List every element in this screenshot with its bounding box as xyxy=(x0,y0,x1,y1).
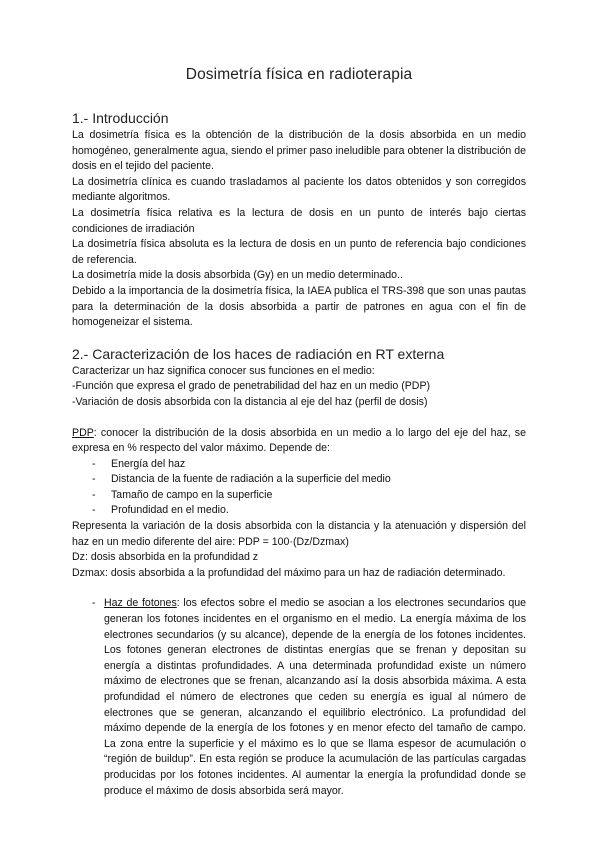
characterization-line-1: Caracterizar un haz significa conocer sus funciones en el medio: xyxy=(72,364,375,377)
intro-paragraph-3: La dosimetría física relativa es la lectura de dosis en un punto de interés bajo ciertas condiciones de irradiación xyxy=(72,206,526,235)
intro-paragraph-2: La dosimetría clínica es cuando trasladamos al paciente los datos obtenidos y son corregidos mediante algoritmos. xyxy=(72,175,526,204)
list-item: - Distancia de la fuente de radiación a la superficie del medio xyxy=(92,472,526,488)
list-item: - Profundidad en el medio. xyxy=(92,503,526,519)
intro-paragraph-5: La dosimetría mide la dosis absorbida (Gy) en un medio determinado.. xyxy=(72,269,403,282)
intro-paragraph-6: Debido a la importancia de la dosimetría física, la IAEA publica el TRS-398 que son unas pautas para la determinación de la dosis absorbida a partir de patrones en agua con el fin de homogeneizar el sistema. xyxy=(72,284,526,329)
pdp-definition xyxy=(72,426,526,457)
characterization-line-3: -Variación de dosis absorbida con la distancia al eje del haz (perfil de dosis) xyxy=(72,395,428,408)
photon-beam-text: : los efectos sobre el medio se asocian a los electrones secundarios que generan los fotones incidentes en el organismo en el medio. La energía máxima de los electrones secundarios (y su alcance), depende de la energía de los fotones incidentes. Los fotones generan electrones de distintas energías que se frenan y depositan su energía a distintas profundidades. A una determinada profundidad existe un número máximo de electrones que se frenan, alcanzando así la dosis absorbida máxima. A esta profundidad el número de electrones que ceden su energía es igual al número de electrones que se generan, alcanzando el equilibrio electrónico. La profundidad del máximo depende de la energía de los fotones y en menor efecto del tamaño de campo. La zona entre la superficie y el máximo es lo que se llama espesor de acumulación o “región de buildup”. En esta región se produce la acumulación de las partículas cargadas producidas por los fotones incidentes. Al aumentar la energía la profundidad donde se produce el máximo de dosis absorbida será mayor. xyxy=(104,597,527,797)
document-title: Dosimetría física en radioterapia xyxy=(185,66,413,83)
document-page xyxy=(72,66,526,799)
intro-paragraph-4: La dosimetría física absoluta es la lectura de dosis en un punto de referencia bajo condiciones de referencia. xyxy=(72,238,526,266)
pdp-formula-paragraph: Representa la variación de la dosis absorbida con la distancia y la atenuación y dispersión del haz en un medio diferente del aire: PDP = 100·(Dz/Dzmax) xyxy=(72,520,526,548)
list-item: - Energía del haz xyxy=(92,457,526,473)
characterization-line-2: -Función que expresa el grado de penetrabilidad del haz en un medio (PDP) xyxy=(72,380,431,393)
list-item: - Tamaño de campo en la superficie xyxy=(92,488,526,504)
section-1-heading: 1.- Introducción xyxy=(72,110,169,126)
beam-type-list xyxy=(72,596,526,799)
photon-beam-item xyxy=(92,596,526,799)
intro-paragraph-1: La dosimetría física es la obtención de la distribución de la dosis absorbida en un medio homogéneo, generalmente agua, siendo el primer paso ineludible para obtener la distribución de dosis en el tejido del paciente. xyxy=(72,129,526,173)
dzmax-definition: Dzmax: dosis absorbida a la profundidad del máximo para un haz de radiación determinado. xyxy=(72,566,506,579)
section-2-heading: 2.- Caracterización de los haces de radiación en RT externa xyxy=(72,345,445,362)
pdp-label: PDP xyxy=(72,426,94,439)
pdp-factor-list xyxy=(72,457,526,519)
photon-beam-label: Haz de fotones xyxy=(104,597,177,610)
dz-definition: Dz: dosis absorbida en la profundidad z xyxy=(72,551,259,564)
pdp-text: : conocer la distribución de la dosis absorbida en un medio a lo largo del eje del haz, se expresa en % respecto del valor máximo. Depende de: xyxy=(72,426,526,455)
